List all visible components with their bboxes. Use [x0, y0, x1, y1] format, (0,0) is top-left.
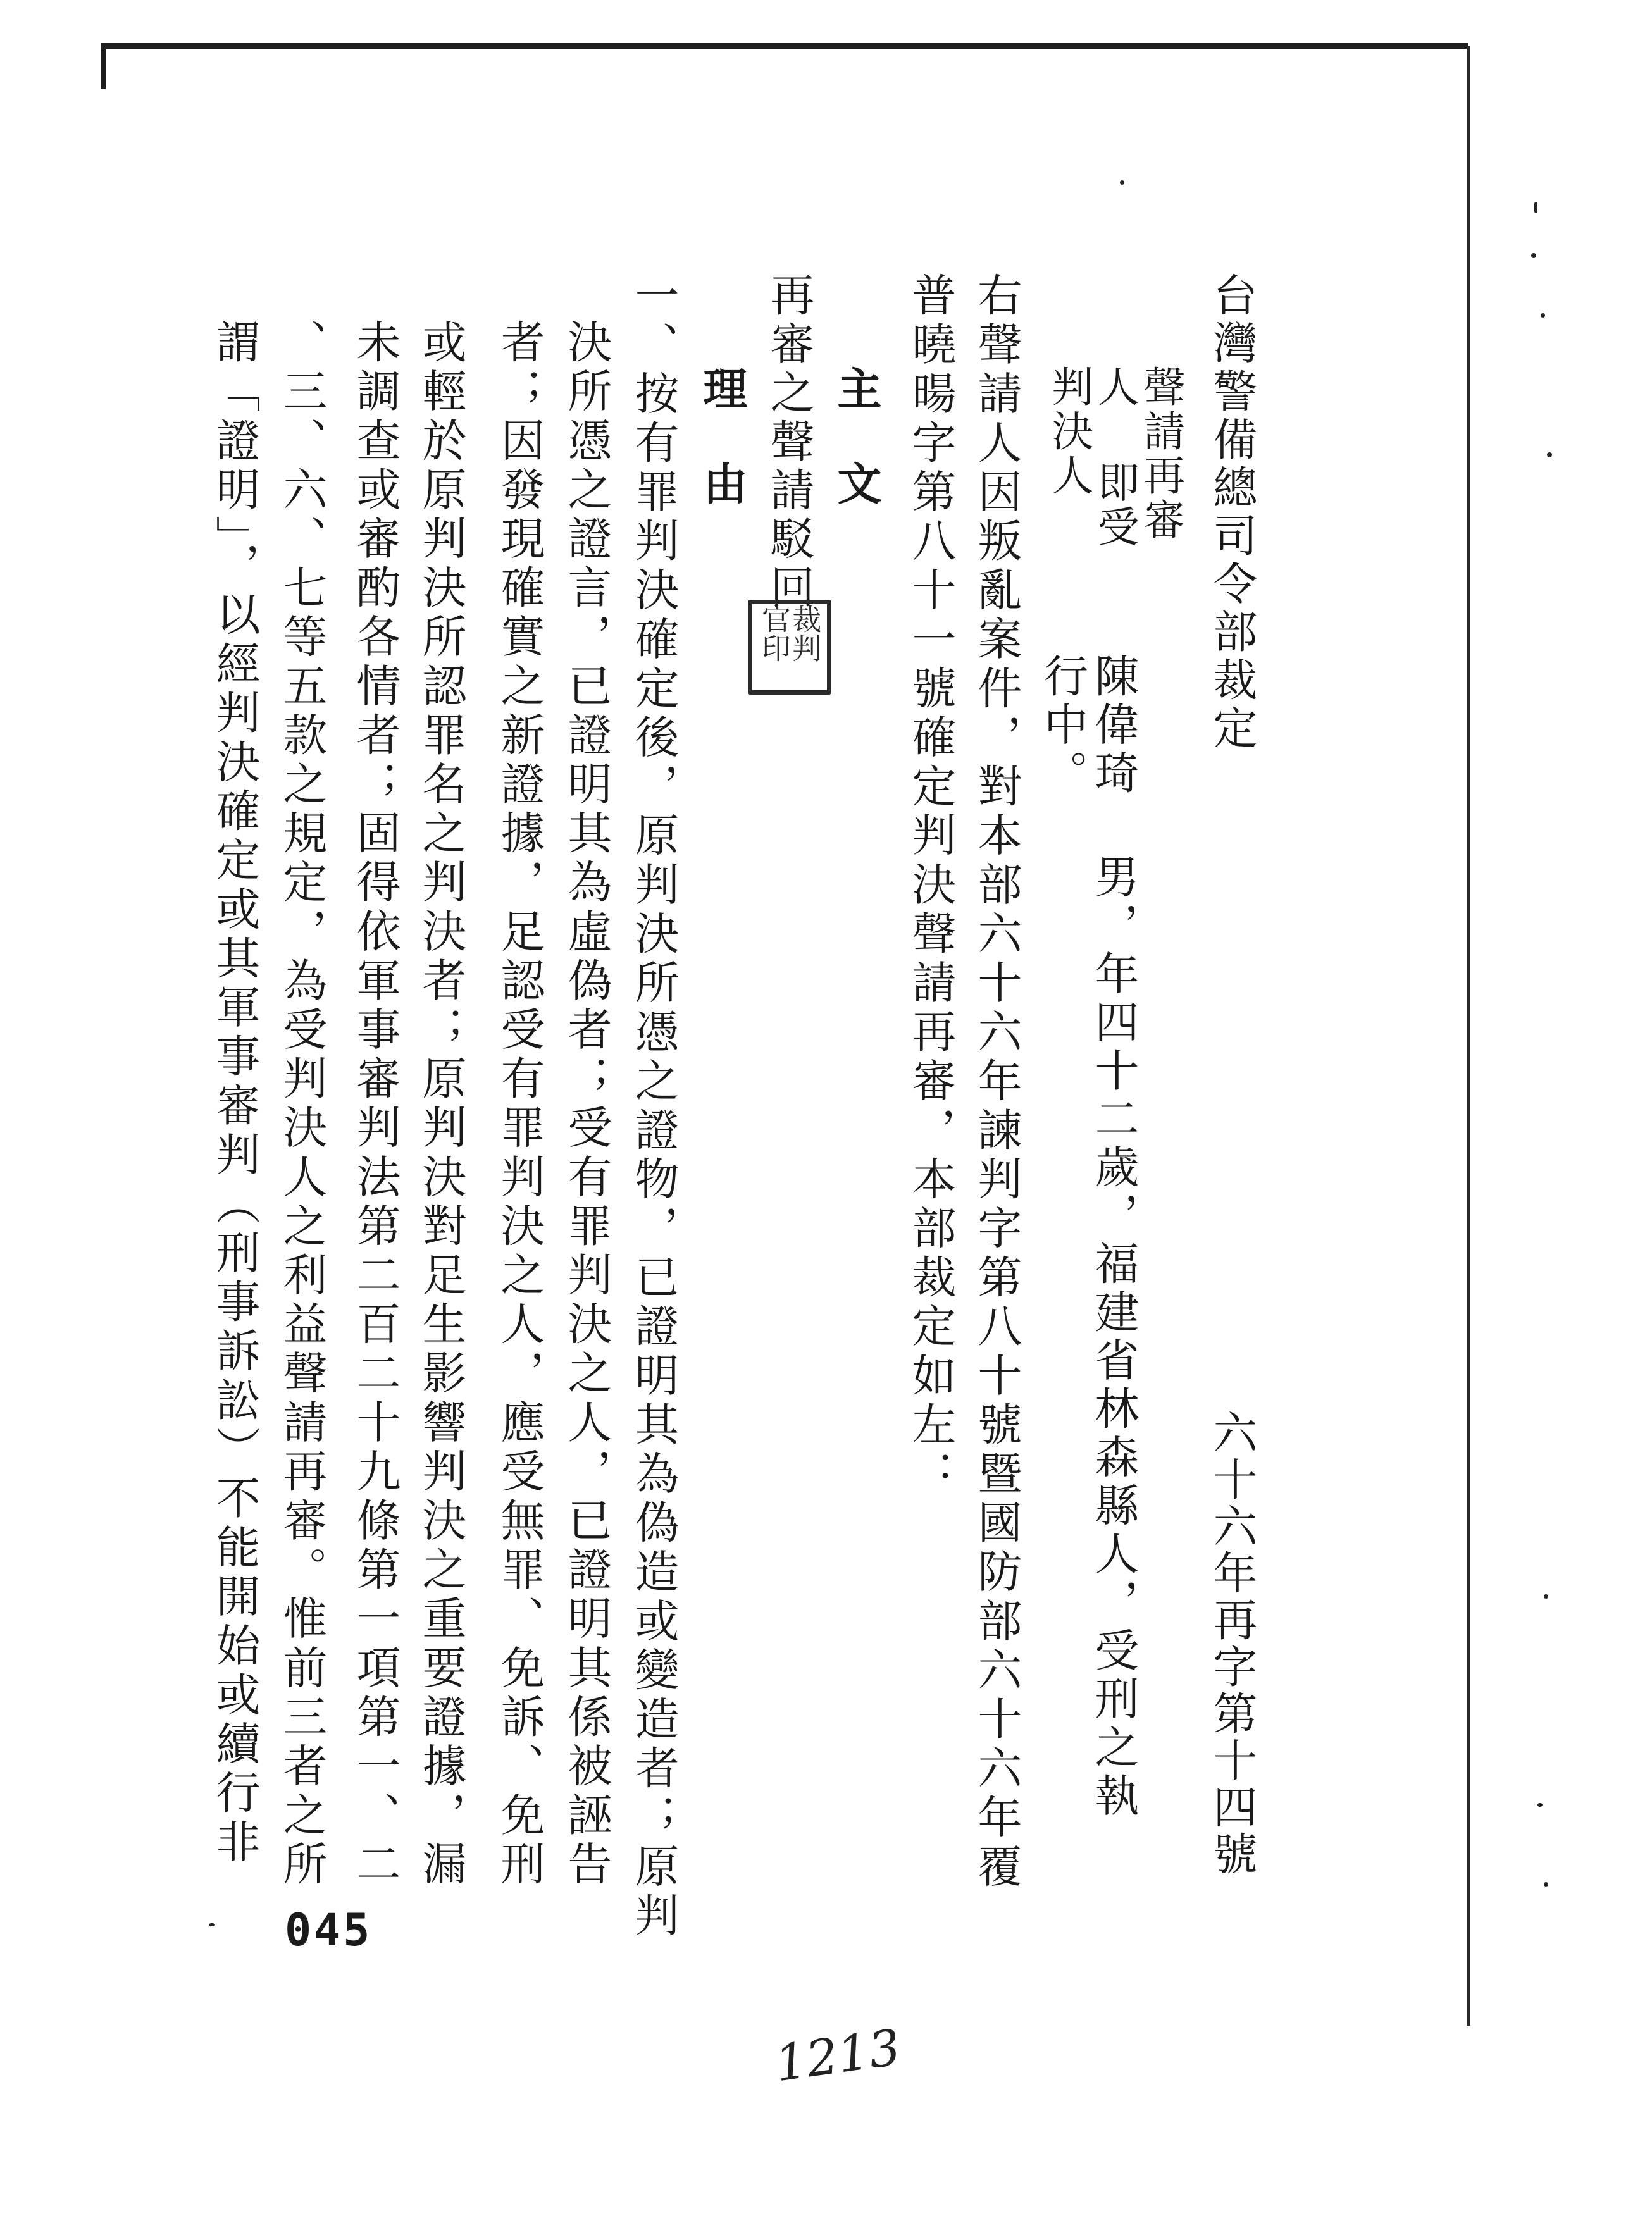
case-number: 六十六年再字第十四號 [1206, 1409, 1258, 1878]
handwritten-page-number: 1213 [771, 2019, 904, 2093]
agency-title: 台灣警備總司令部裁定 [1206, 272, 1258, 753]
party-details [1038, 653, 1139, 1842]
body-column-12: 謂「證明」，以經判決確定或其軍事審判（刑事訴訟）不能開始或續行非 [209, 319, 261, 1868]
scan-speck [209, 1923, 215, 1926]
page-frame-right [1467, 46, 1470, 2026]
scan-speck [1531, 253, 1536, 258]
party-details-text: 陳偉琦 男，年四十二歲，福建省林森縣人，受刑之執行中。 [1036, 653, 1140, 1821]
party-role-text: 聲請再審人 即受判決人 [1044, 365, 1185, 549]
heading-reasons: 理由 [696, 366, 748, 555]
body-column-11: 、三、六、七等五款之規定，為受判決人之利益聲請再審。惟前三者之所 [276, 319, 328, 1890]
body-column-10: 未調查或審酌各情者；固得依軍事審判法第二百二十九條第一項第一、二 [349, 319, 401, 1890]
scan-speck [1544, 1882, 1548, 1887]
scan-speck [1544, 1594, 1548, 1599]
heading-main-text: 主文 [830, 366, 883, 555]
page-number: 045 [285, 1904, 373, 1956]
seal-text: 裁判官印 [757, 604, 823, 662]
body-column-1: 右聲請人因叛亂案件，對本部六十六年諫判字第八十號暨國防部六十六年覆 [971, 272, 1022, 1892]
body-column-6: 一、按有罪判決確定後，原判決所憑之證物，已證明其為偽造或變造者；原判 [628, 272, 680, 1942]
scan-speck [1120, 180, 1124, 185]
body-column-7: 決所憑之證言，已證明其為虛偽者；受有罪判決之人，已證明其係被誣告 [561, 319, 612, 1890]
ruling-text: 再審之聲請駁回 [763, 272, 815, 613]
party-role [1044, 365, 1185, 555]
official-seal-stamp [748, 600, 831, 695]
scan-speck [1547, 452, 1552, 457]
scan-speck [1541, 313, 1545, 318]
body-column-2: 普曉暘字第八十一號確定判決聲請再審，本部裁定如左： [905, 272, 957, 1499]
scan-speck [1537, 1803, 1543, 1807]
page-frame-top [101, 43, 1468, 49]
scan-speck [1534, 202, 1537, 213]
body-column-9: 或輕於原判決所認罪名之判決者；原判決對足生影響判決之重要證據，漏 [415, 319, 467, 1890]
page-frame-left [101, 44, 106, 89]
body-column-8: 者；因發現確實之新證據，足認受有罪判決之人，應受無罪、免訴、免刑 [494, 319, 545, 1890]
